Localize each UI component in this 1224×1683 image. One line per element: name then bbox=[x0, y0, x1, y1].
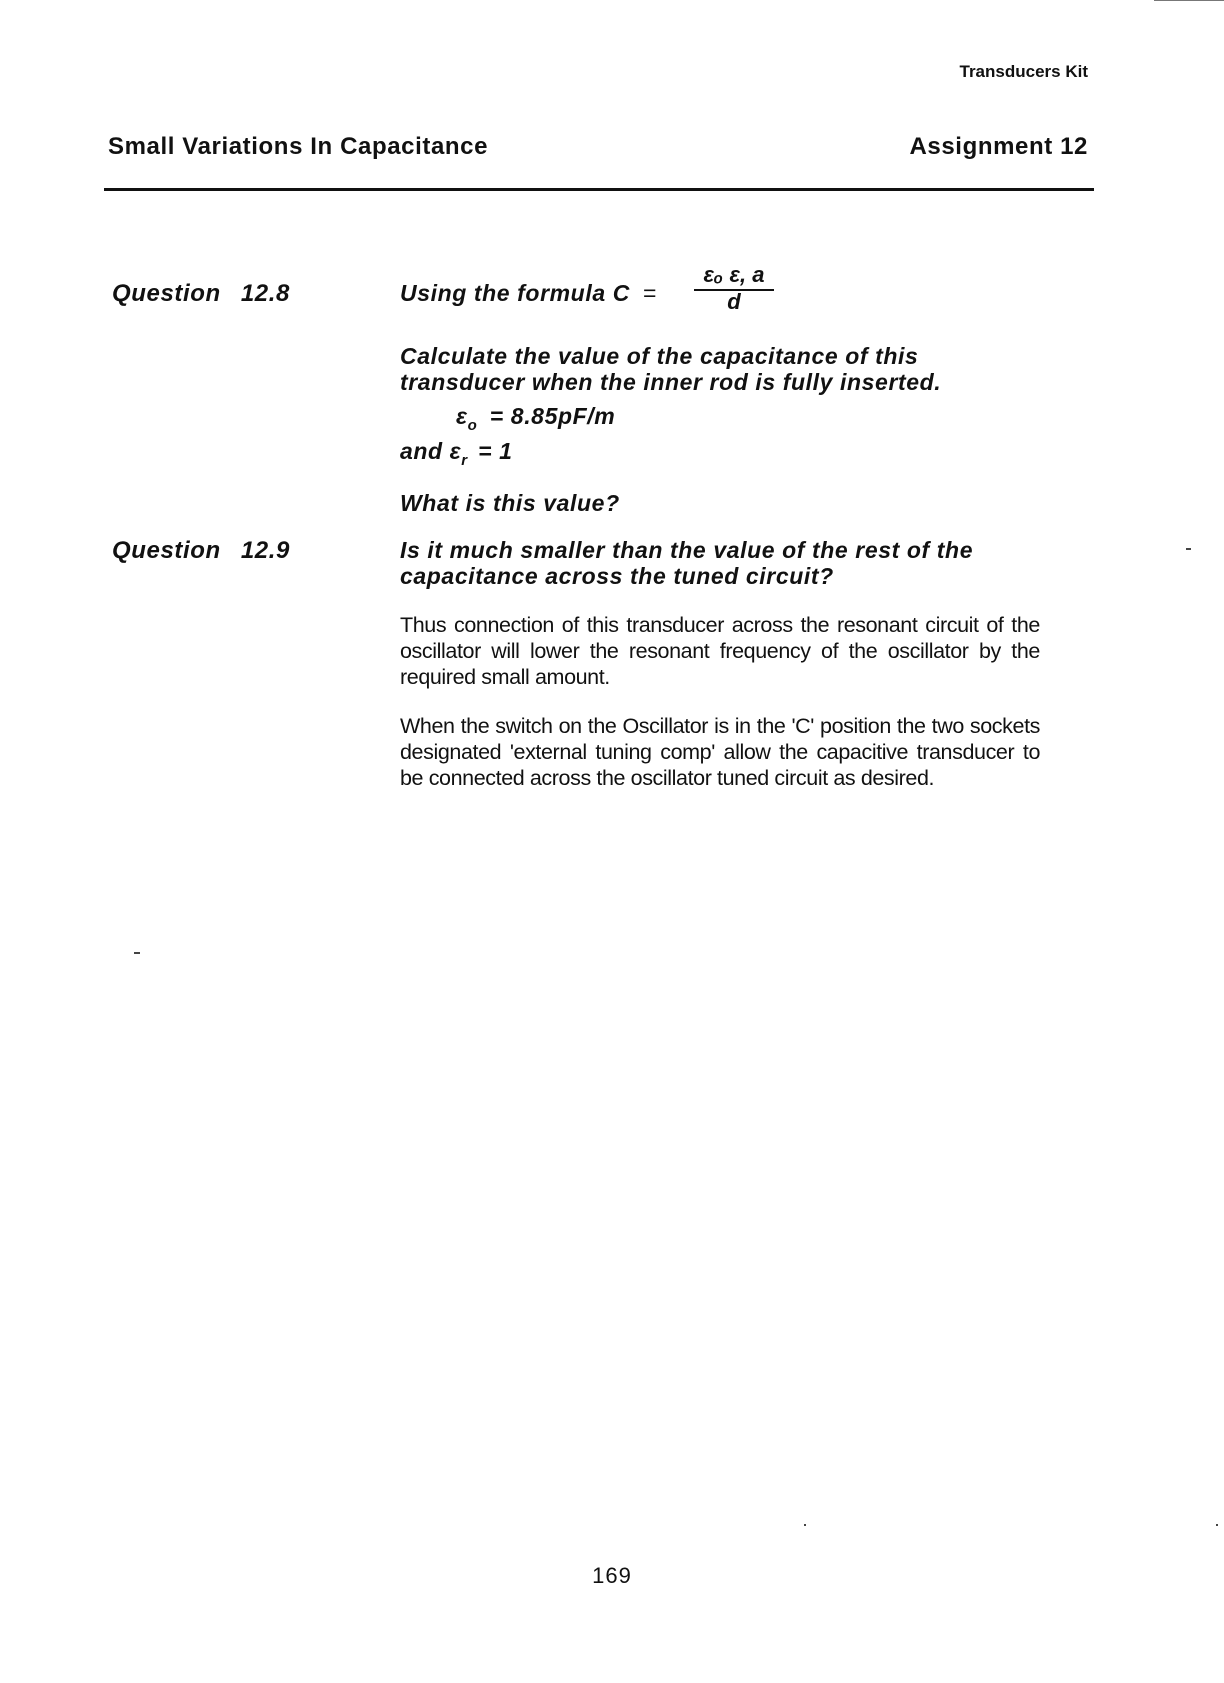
section-title: Small Variations In Capacitance bbox=[108, 133, 489, 160]
epsr-value: = 1 bbox=[478, 438, 513, 464]
question-word: Question bbox=[112, 280, 221, 307]
capacitance-formula-fraction bbox=[694, 262, 774, 315]
formula-intro-line bbox=[400, 280, 657, 307]
question-12-8-prompt: What is this value? bbox=[400, 490, 620, 516]
eps0-value: = 8.85pF/m bbox=[489, 403, 616, 429]
formula-denominator: d bbox=[727, 289, 741, 314]
formula-intro: Using the formula bbox=[400, 280, 606, 306]
question-number: 12.9 bbox=[240, 537, 290, 564]
question-12-9-label bbox=[112, 537, 290, 565]
question-number: 12.8 bbox=[240, 280, 290, 307]
epsr-subscript: r bbox=[461, 452, 468, 469]
running-header-kit-name: Transducers Kit bbox=[959, 62, 1088, 81]
question-word: Question bbox=[112, 537, 221, 564]
page-number: 169 bbox=[592, 1563, 632, 1588]
question-12-8-instruction: Calculate the value of the capacitance of this transducer when the inner rod is fully inserted. bbox=[400, 343, 942, 395]
formula-numerator: εₒ ε, a bbox=[694, 262, 774, 291]
relative-permittivity bbox=[400, 438, 513, 469]
assignment-number: Assignment 12 bbox=[909, 133, 1088, 160]
scan-speck bbox=[1216, 1524, 1218, 1526]
header-divider bbox=[104, 188, 1094, 191]
scan-speck bbox=[1186, 548, 1191, 550]
question-12-9-text: Is it much smaller than the value of the rest of the capacitance across the tuned circuit? bbox=[400, 537, 974, 589]
formula-equals: = bbox=[642, 280, 657, 306]
epsr-prefix: and ε bbox=[400, 438, 462, 464]
permittivity-free-space bbox=[456, 403, 615, 434]
body-paragraph-2: When the switch on the Oscillator is in the 'C' position the two sockets designated 'external tuning comp' allow the capacitive transducer to be connected across the oscillator tuned circuit as desired. bbox=[400, 714, 1040, 790]
formula-lhs: C bbox=[612, 280, 630, 306]
body-paragraph-1: Thus connection of this transducer across the resonant circuit of the oscillator will lower the resonant frequency of the oscillator by the required small amount. bbox=[400, 613, 1040, 689]
eps0-subscript: o bbox=[467, 417, 477, 434]
question-12-8-label bbox=[112, 280, 290, 308]
scan-speck bbox=[134, 952, 140, 954]
scan-corner-mark bbox=[1154, 0, 1224, 1]
scan-speck bbox=[804, 1524, 806, 1526]
eps0-symbol: ε bbox=[456, 403, 468, 429]
